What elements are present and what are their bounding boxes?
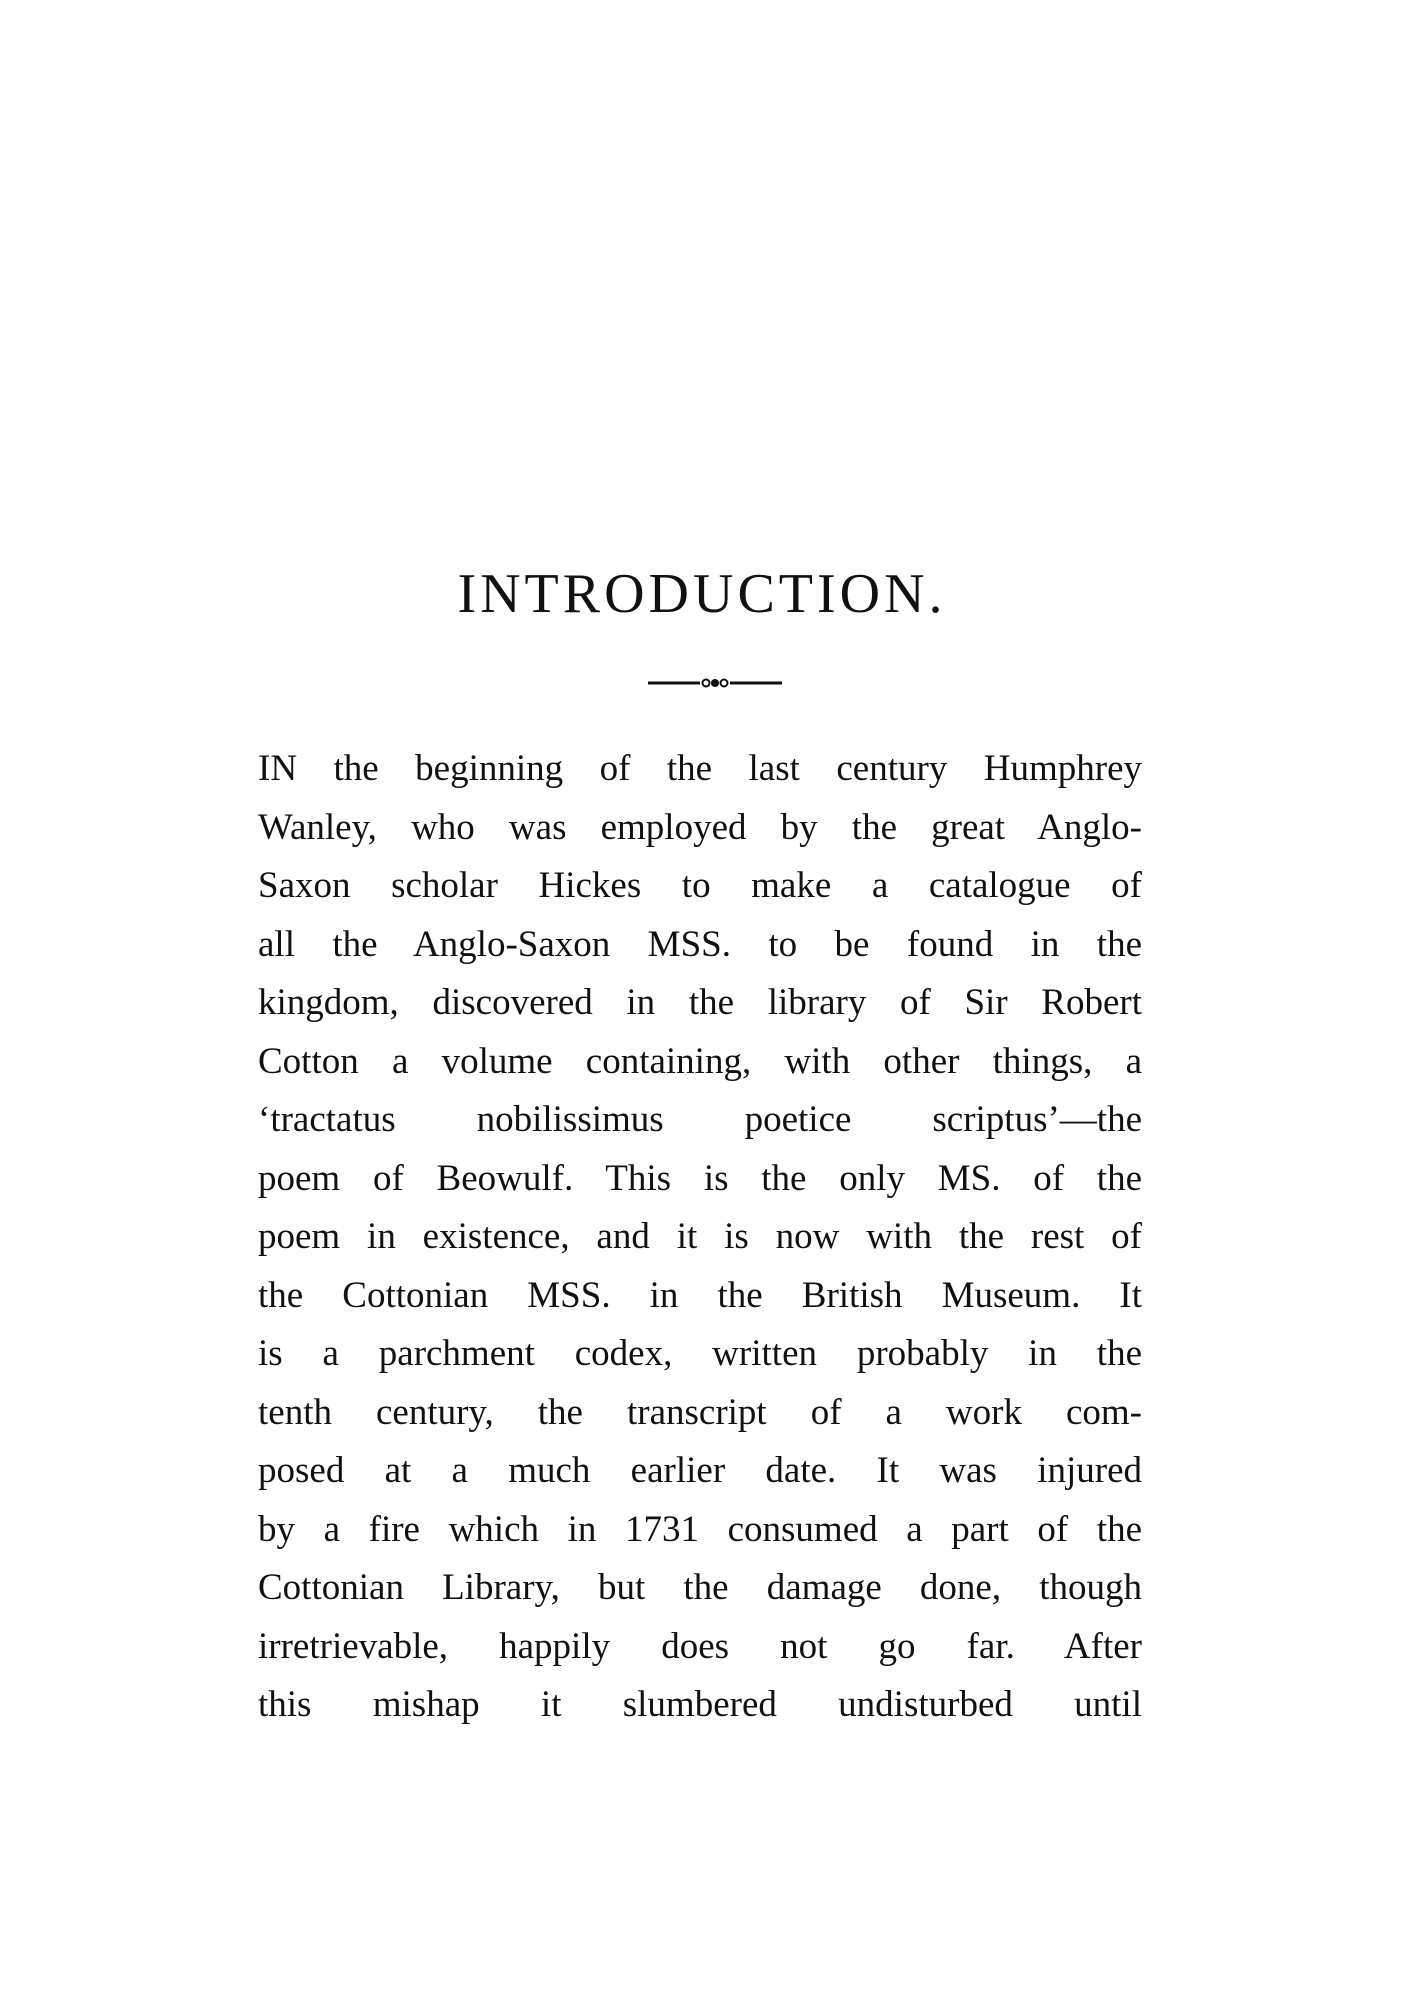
scroll-divider-icon bbox=[648, 675, 782, 691]
text-line-3: Saxon scholar Hickes to make a catalogue of bbox=[258, 865, 1142, 906]
text-line-13: posed at a much earlier date. It was injured bbox=[258, 1450, 1142, 1491]
text-line-14: by a fire which in 1731 consumed a part of the bbox=[258, 1508, 1142, 1550]
text-line-8: poem of Beowulf. This is the only MS. of the bbox=[258, 1157, 1142, 1199]
text-line-4: all the Anglo-Saxon MSS. to be found in the bbox=[258, 923, 1142, 965]
text-line-1: IN the beginning of the last century Humphrey bbox=[258, 748, 1142, 789]
text-line-17: this mishap it slumbered undisturbed until bbox=[258, 1684, 1142, 1725]
text-line-6: Cotton a volume containing, with other things, a bbox=[258, 1040, 1142, 1082]
text-line-11: is a parchment codex, written probably in the bbox=[258, 1333, 1142, 1374]
text-line-2: Wanley, who was employed by the great Anglo- bbox=[258, 806, 1142, 848]
text-line-16: irretrievable, happily does not go far. After bbox=[258, 1625, 1142, 1667]
body-paragraph bbox=[258, 740, 1142, 1735]
text-line-9: poem in existence, and it is now with the rest of bbox=[258, 1216, 1142, 1257]
text-line-7: ‘tractatus nobilissimus poetice scriptus’—the bbox=[258, 1099, 1142, 1140]
text-line-10: the Cottonian MSS. in the British Museum. It bbox=[258, 1274, 1142, 1316]
text-line-12: tenth century, the transcript of a work com- bbox=[258, 1391, 1142, 1433]
page-title: INTRODUCTION. bbox=[457, 563, 947, 625]
text-line-5: kingdom, discovered in the library of Sir Robert bbox=[258, 982, 1142, 1023]
text-line-15: Cottonian Library, but the damage done, though bbox=[258, 1567, 1142, 1608]
